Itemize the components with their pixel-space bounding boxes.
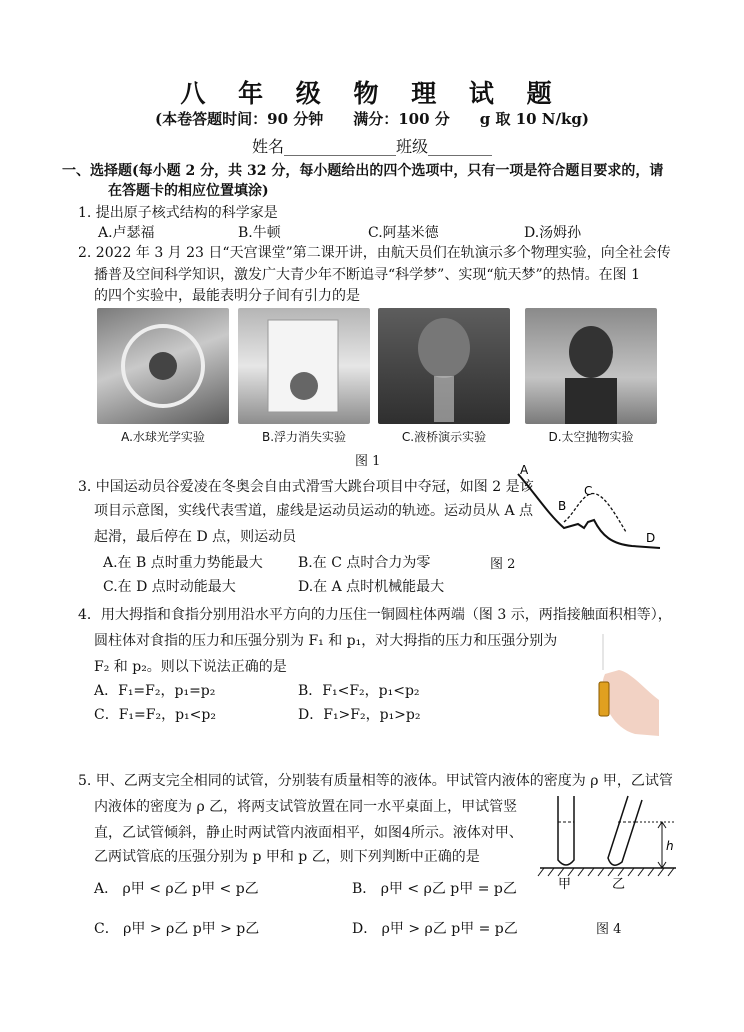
q5-line3: 直，乙试管倾斜，静止时两试管内液面相平，如图4所示。液体对甲、: [94, 825, 523, 841]
q4-option-b: B．F₁<F₂，p₁<p₂: [298, 683, 420, 699]
test-tube-diagram: [536, 792, 696, 892]
q1-option-b: B.牛顿: [238, 225, 281, 241]
caption-a: A.水球光学实验: [121, 430, 205, 444]
q3-line3: 起滑，最后停在 D 点，则运动员: [94, 529, 297, 545]
q1-stem: 1. 提出原子核式结构的科学家是: [78, 205, 278, 221]
q1-option-c: C.阿基米德: [368, 225, 439, 241]
q5-option-a: A． ρ甲 < ρ乙 p甲 < p乙: [94, 881, 259, 897]
throw-photo: [525, 308, 657, 424]
caption-d: D.太空抛物实验: [548, 430, 634, 444]
q5-option-d: D． ρ甲 > ρ乙 p甲 = p乙: [352, 921, 518, 937]
caption-c: C.液桥演示实验: [401, 430, 487, 444]
q4-option-d: D．F₁>F₂，p₁>p₂: [298, 707, 421, 723]
q3-line1: 3. 中国运动员谷爱凌在冬奥会自由式滑雪大跳台项目中夺冠，如图 2 是该: [78, 479, 534, 495]
q5-line4: 乙两试管底的压强分别为 p 甲和 p 乙，则下列判断中正确的是: [94, 849, 480, 865]
q2-line1: 2. 2022 年 3 月 23 日“天宫课堂”第二课开讲，由航天员们在轨演示多个物理实验，向全社会传: [78, 245, 671, 261]
caption-b: B.浮力消失实验: [261, 430, 347, 444]
q5-option-c: C． ρ甲 > ρ乙 p甲 > p乙: [94, 921, 260, 937]
water-ball-photo: [97, 308, 229, 424]
height-label: h: [666, 839, 674, 853]
q5-option-b: B． ρ甲 < ρ乙 p甲 = p乙: [352, 881, 517, 897]
liquid-bridge-photo: [378, 308, 510, 424]
section-heading-cont: 在答题卡的相应位置填涂): [108, 183, 269, 199]
name-class-line: 姓名______________班级________: [251, 137, 492, 156]
q3-option-b: B.在 C 点时合力为零: [298, 555, 431, 571]
buoyancy-photo: [238, 308, 370, 424]
q1-option-d: D.汤姆孙: [524, 225, 582, 241]
q5-line2: 内液体的密度为 ρ 乙，将两支试管放置在同一水平桌面上，甲试管竖: [94, 799, 518, 815]
q3-option-a: A.在 B 点时重力势能最大: [103, 555, 263, 571]
q4-line1: 4．用大拇指和食指分别用沿水平方向的力压住一铜圆柱体两端（图 3 示，两指接触面积相等），: [78, 607, 672, 623]
figure-1-label: 图 1: [355, 454, 381, 469]
q4-line3: F₂ 和 p₂。则以下说法正确的是: [94, 659, 287, 675]
q3-line2: 项目示意图，实线代表雪道，虚线是运动员运动的轨迹。运动员从 A 点: [94, 503, 534, 519]
q2-line2: 播普及空间科学知识，激发广大青少年不断追寻“科学梦”、实现“航天梦”的热情。在图 1: [94, 267, 640, 283]
label-b: B: [558, 499, 567, 513]
label-c: C: [584, 484, 593, 498]
label-d: D: [646, 531, 656, 545]
figure-2-label: 图 2: [490, 557, 516, 572]
tube-jia-label: 甲: [558, 877, 572, 892]
q1-option-a: A.卢瑟福: [98, 225, 155, 241]
q4-option-c: C．F₁=F₂，p₁<p₂: [94, 707, 216, 723]
q3-option-d: D.在 A 点时机械能最大: [298, 579, 445, 595]
page-title: 八 年 级 物 理 试 题: [180, 79, 564, 108]
q5-line1: 5. 甲、乙两支完全相同的试管，分别装有质量相等的液体。甲试管内液体的密度为 ρ 甲，乙试管: [78, 773, 673, 789]
section-heading: 一、选择题(每小题 2 分，共 32 分，每小题给出的四个选项中，只有一项是符合题目要求的，请: [62, 163, 664, 179]
q4-option-a: A．F₁=F₂，p₁=p₂: [94, 683, 216, 699]
exam-subtitle: (本卷答题时间：90 分钟 满分：100 分 g 取 10 N/kg): [155, 110, 589, 128]
label-a: A: [520, 463, 529, 477]
figure-4-label: 图 4: [596, 922, 622, 937]
tube-yi-label: 乙: [612, 877, 626, 892]
hand-cylinder-image: [585, 630, 661, 738]
q2-line3: 的四个实验中，最能表明分子间有引力的是: [94, 288, 360, 304]
ski-jump-diagram: [514, 462, 664, 558]
q3-option-c: C.在 D 点时动能最大: [103, 579, 236, 595]
q4-line2: 圆柱体对食指的压力和压强分别为 F₁ 和 p₁，对大拇指的压力和压强分别为: [94, 633, 558, 649]
